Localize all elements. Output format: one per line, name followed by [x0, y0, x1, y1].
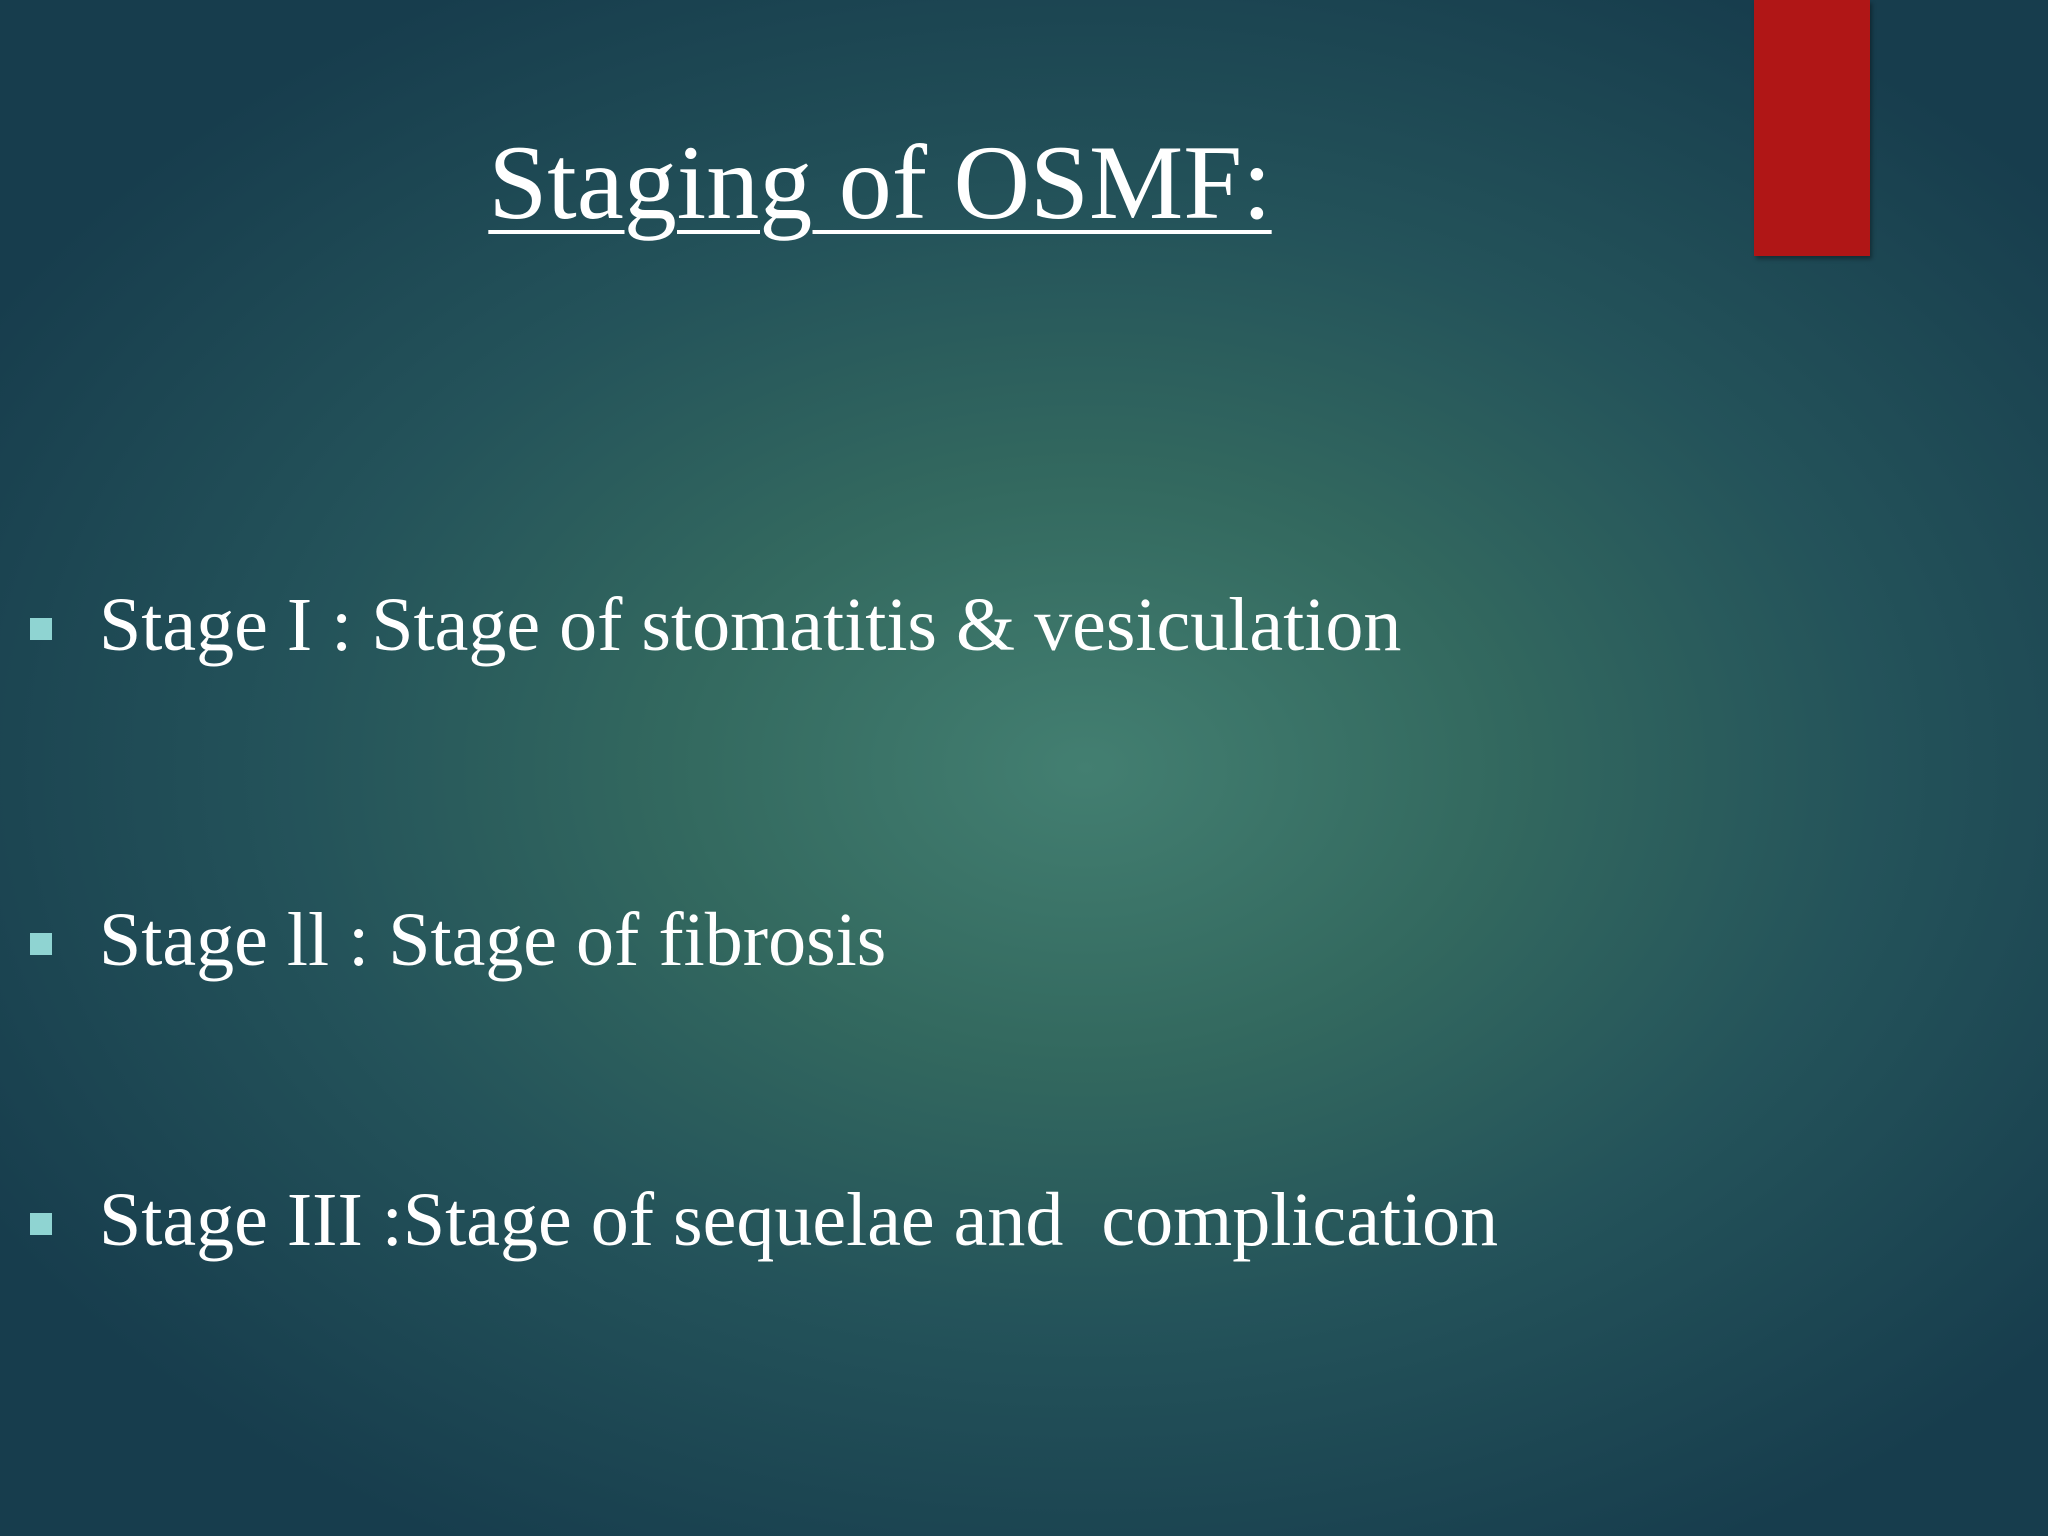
bullet-text: Stage III :Stage of sequelae and complication: [99, 1178, 1499, 1262]
square-bullet-icon: [30, 618, 52, 640]
bullet-text: Stage I : Stage of stomatitis & vesiculation: [99, 583, 1402, 667]
slide-title: [0, 118, 1760, 248]
accent-bar: [1754, 0, 1870, 256]
square-bullet-icon: [30, 1213, 52, 1235]
bullet-text: Stage ll : Stage of fibrosis: [99, 898, 887, 982]
square-bullet-icon: [30, 933, 52, 955]
slide-title-text: Staging of OSMF:: [488, 124, 1272, 241]
